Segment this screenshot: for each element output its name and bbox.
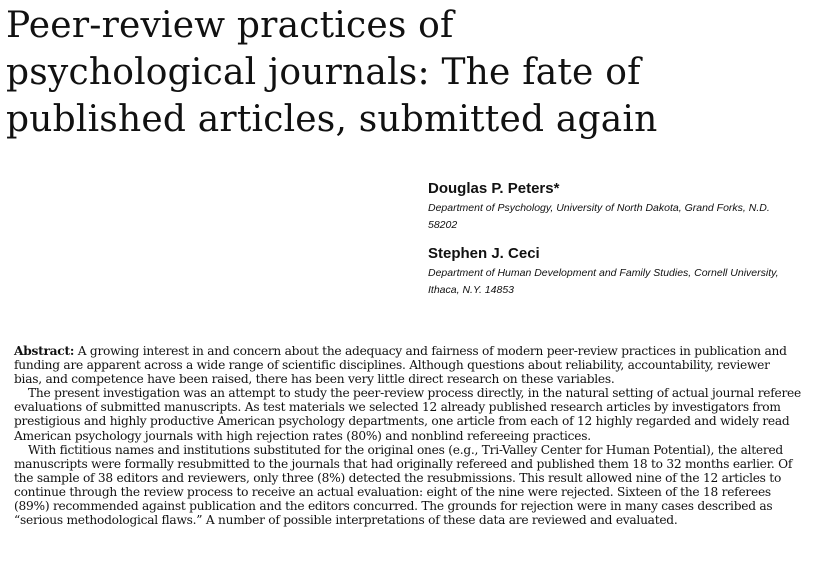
abstract-line: The present investigation was an attempt to study the peer-review process directly, in the natural setting of actual journal referee [28,386,801,401]
abstract [14,344,814,527]
affiliation-line: 58202 [428,219,458,231]
affiliation-line: Department of Psychology, University of North Dakota, Grand Forks, N.D. [428,202,770,214]
abstract-line: With fictitious names and institutions substituted for the original ones (e.g., Tri-Valley Center for Human Potential), the altered [28,442,783,457]
abstract-line: the sample of 38 editors and reviewers, only three (8%) detected the resubmissions. This result allowed nine of the 12 articles to [14,470,782,485]
affiliation-line: Ithaca, N.Y. 14853 [428,284,515,296]
abstract-line: evaluations of submitted manuscripts. As test materials we selected 12 already published research articles by investigators from [14,400,781,415]
abstract-line: funding are apparent across a wide range of scientific disciplines. Although questions about reliability, accountability, reviewer [14,358,770,373]
author-affiliation [428,265,818,299]
title-line: psychological journals: The fate of [6,52,641,93]
abstract-text: A growing interest in and concern about the adequacy and fairness of modern peer-review practices in publication and [74,344,787,358]
paper-title [6,2,806,143]
abstract-line: manuscripts were formally resubmitted to the journals that had originally refereed and published them 18 to 32 months earlier. Of [14,456,793,471]
abstract-line: prestigious and highly productive American psychology departments, one article from each of 12 highly regarded and widely read [14,414,790,429]
abstract-line: “serious methodological flaws.” A number of possible interpretations of these data are reviewed and evaluated. [14,513,678,528]
affiliation-line: Department of Human Development and Family Studies, Cornell University, [428,267,779,279]
abstract-line: (89%) recommended against publication and the editors concurred. The grounds for rejection were in many cases described as [14,499,773,514]
author-name: Stephen J. Ceci [428,245,540,262]
title-line: published articles, submitted again [6,99,658,140]
title-line: Peer-review practices of [6,5,454,46]
abstract-line [14,344,814,358]
author-block [428,245,818,299]
author-name: Douglas P. Peters* [428,180,560,197]
author-block [428,180,818,234]
abstract-line: bias, and competence have been raised, there has been very little direct research on these variables. [14,372,615,387]
author-affiliation [428,200,818,234]
abstract-label: Abstract: [14,344,75,358]
abstract-line: American psychology journals with high rejection rates (80%) and nonblind refereeing practices. [14,428,591,443]
abstract-line: continue through the review process to receive an actual evaluation: eight of the nine were rejected. Sixteen of the 18 referees [14,484,771,499]
